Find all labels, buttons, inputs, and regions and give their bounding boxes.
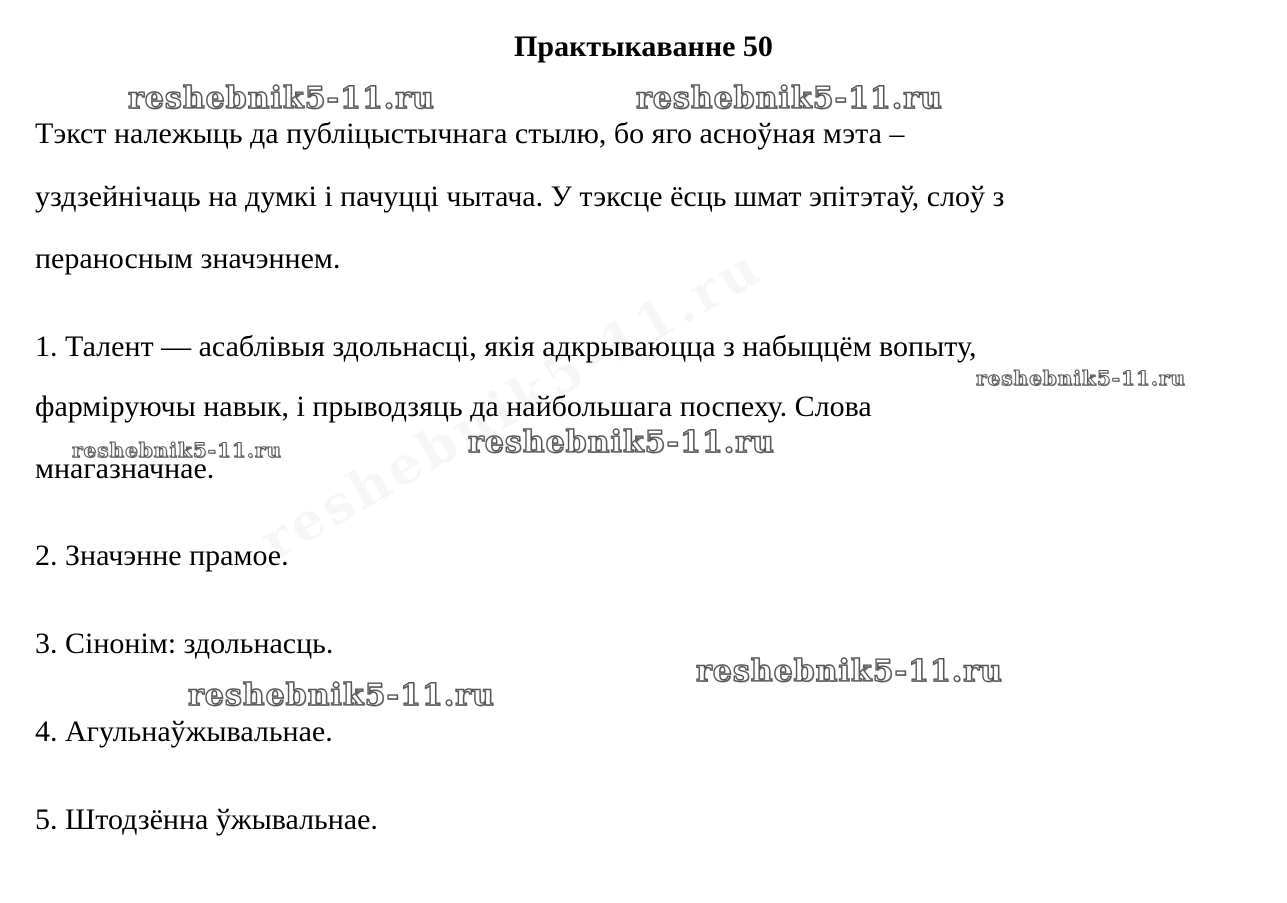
list-item: 2. Значэнне прамое. xyxy=(35,539,289,572)
list-item-line: мнагазначнае. xyxy=(35,452,215,485)
list-item: 3. Сінонім: здольнасць. xyxy=(35,627,334,660)
page-title: Практыкаванне 50 xyxy=(514,30,773,63)
watermark-logo: reshebnik5-11.ru xyxy=(976,366,1186,390)
watermark-logo: reshebnik5-11.ru xyxy=(636,81,943,116)
watermark-logo: reshebnik5-11.ru xyxy=(468,425,775,460)
list-item-line: 1. Талент — асаблівыя здольнасці, якія адкрываюцца з набыццём вопыту, xyxy=(35,330,977,363)
intro-line: уздзейнічаць на думкі і пачуцці чытача. У тэксце ёсць шмат эпітэтаў, слоў з xyxy=(35,180,1005,213)
list-item-line: фарміруючы навык, і прыводзяць да найбольшага поспеху. Слова xyxy=(35,390,872,423)
list-item: 4. Агульнаўжывальнае. xyxy=(35,715,333,748)
intro-line: пераносным значэннем. xyxy=(35,242,341,275)
watermark-logo: reshebnik5-11.ru xyxy=(128,81,435,116)
intro-line: Тэкст належыць да публіцыстычнага стылю, бо яго асноўная мэта – xyxy=(35,117,905,150)
watermark-logo: reshebnik5-11.ru xyxy=(72,438,282,462)
watermark-logo: reshebnik5-11.ru xyxy=(188,678,495,713)
watermark-logo: reshebnik5-11.ru xyxy=(696,654,1003,689)
list-item: 5. Штодзённа ўжывальнае. xyxy=(35,803,378,836)
